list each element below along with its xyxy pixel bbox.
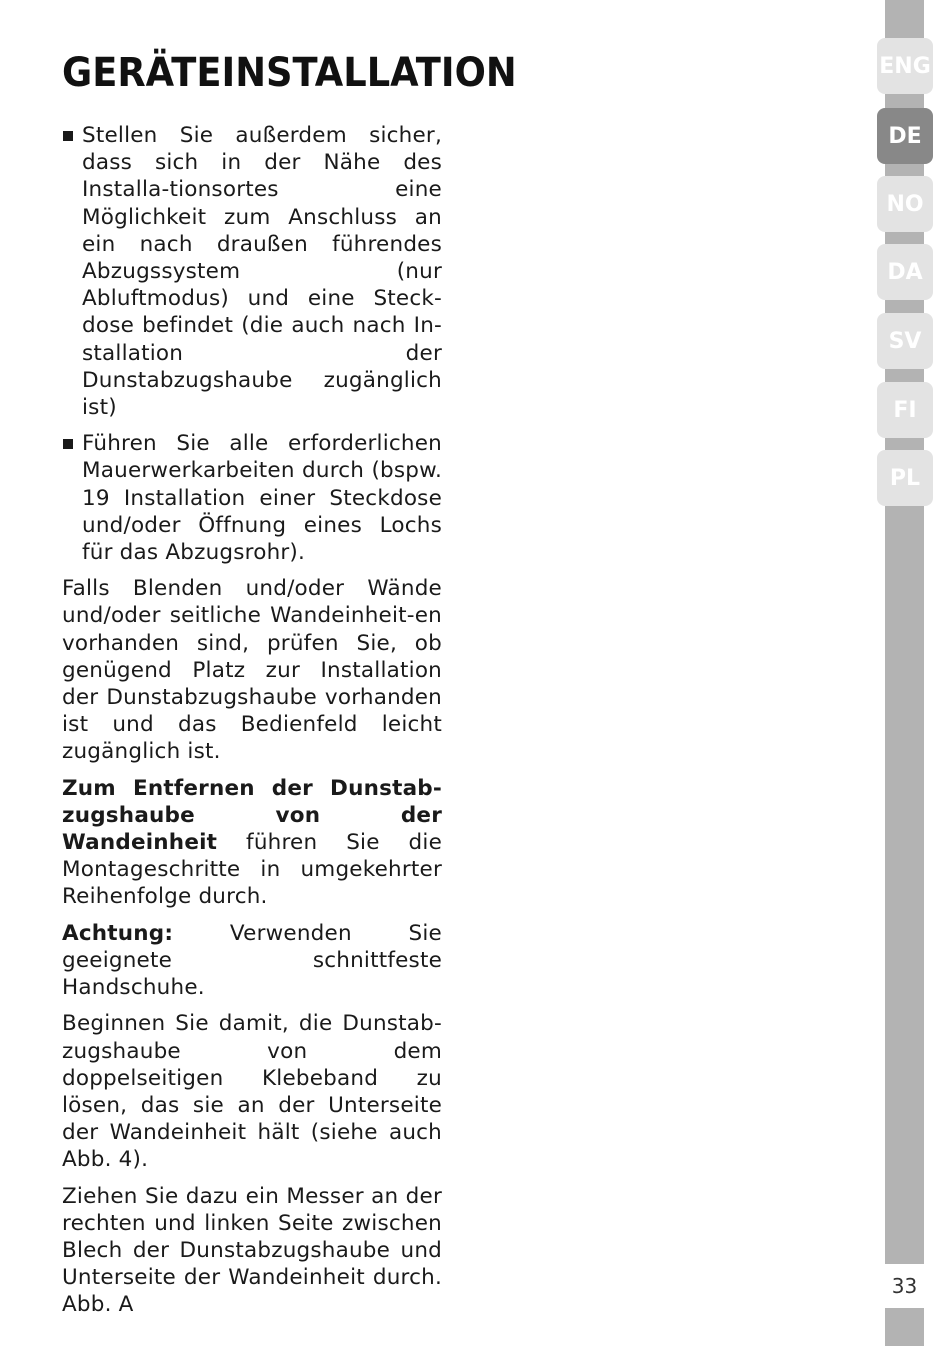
lang-tab-fi[interactable]: FI	[877, 382, 933, 438]
paragraph-tape: Beginnen Sie damit, die Dunstab-zugshaube von dem doppelseitigen Klebeband zu lösen, das sie an der Unterseite der Wandeinheit hält (siehe auch Abb. 4).	[62, 1011, 442, 1173]
warning-text: Verwenden Sie geeignete schnittfeste Handschuhe.	[62, 920, 442, 1001]
square-bullet-icon	[63, 131, 73, 141]
lang-tab-da[interactable]: DA	[877, 244, 933, 300]
paragraph-warning	[62, 920, 442, 1002]
bullet-text: Führen Sie alle erforderlichen Mauerwerkarbeiten durch (bspw. 19 Installation einer Steckdose und/oder Öffnung eines Lochs für das Abzugsrohr).	[82, 431, 442, 566]
paragraph-knife: Ziehen Sie dazu ein Messer an der rechten und linken Seite zwischen Blech der Dunstabzugshaube und Unterseite der Wandeinheit durch. Abb. A	[62, 1183, 442, 1318]
bullet-text: Stellen Sie außerdem sicher, dass sich in der Nähe des Installa-tionsortes eine Möglichkeit zum Anschluss an ein nach draußen führendes Abzugssystem (nur Abluftmodus) und eine Steck-dose befindet (die auch nach In-stallation der Dunstabzugshaube zugänglich ist)	[82, 123, 442, 421]
removal-text: führen Sie die Montageschritte in umgekehrter Reihenfolge durch.	[62, 830, 442, 910]
removal-heading: Zum Entfernen der Dunstab-zugshaube von der Wandeinheit	[62, 775, 442, 856]
bullet-list	[62, 122, 442, 566]
main-content	[62, 122, 442, 1328]
paragraph-space-check: Falls Blenden und/oder Wände und/oder seitliche Wandeinheit-en vorhanden sind, prüfen Sie, ob genügend Platz zur Installation der Dunstabzugshaube vorhanden ist und das Bedienfeld leicht zugänglich ist.	[62, 576, 442, 765]
page-number: 33	[891, 1274, 918, 1298]
page-title: GERÄTEINSTALLATION	[62, 50, 517, 96]
lang-tab-no[interactable]: NO	[877, 176, 933, 232]
list-item	[62, 430, 442, 566]
lang-tab-eng[interactable]: ENG	[877, 38, 933, 94]
warning-label: Achtung:	[62, 920, 174, 946]
lang-tab-sv[interactable]: SV	[877, 313, 933, 369]
list-item	[62, 122, 442, 421]
lang-tab-de[interactable]: DE	[877, 108, 933, 164]
square-bullet-icon	[63, 439, 73, 449]
lang-tab-pl[interactable]: PL	[877, 450, 933, 506]
paragraph-removal	[62, 775, 442, 911]
